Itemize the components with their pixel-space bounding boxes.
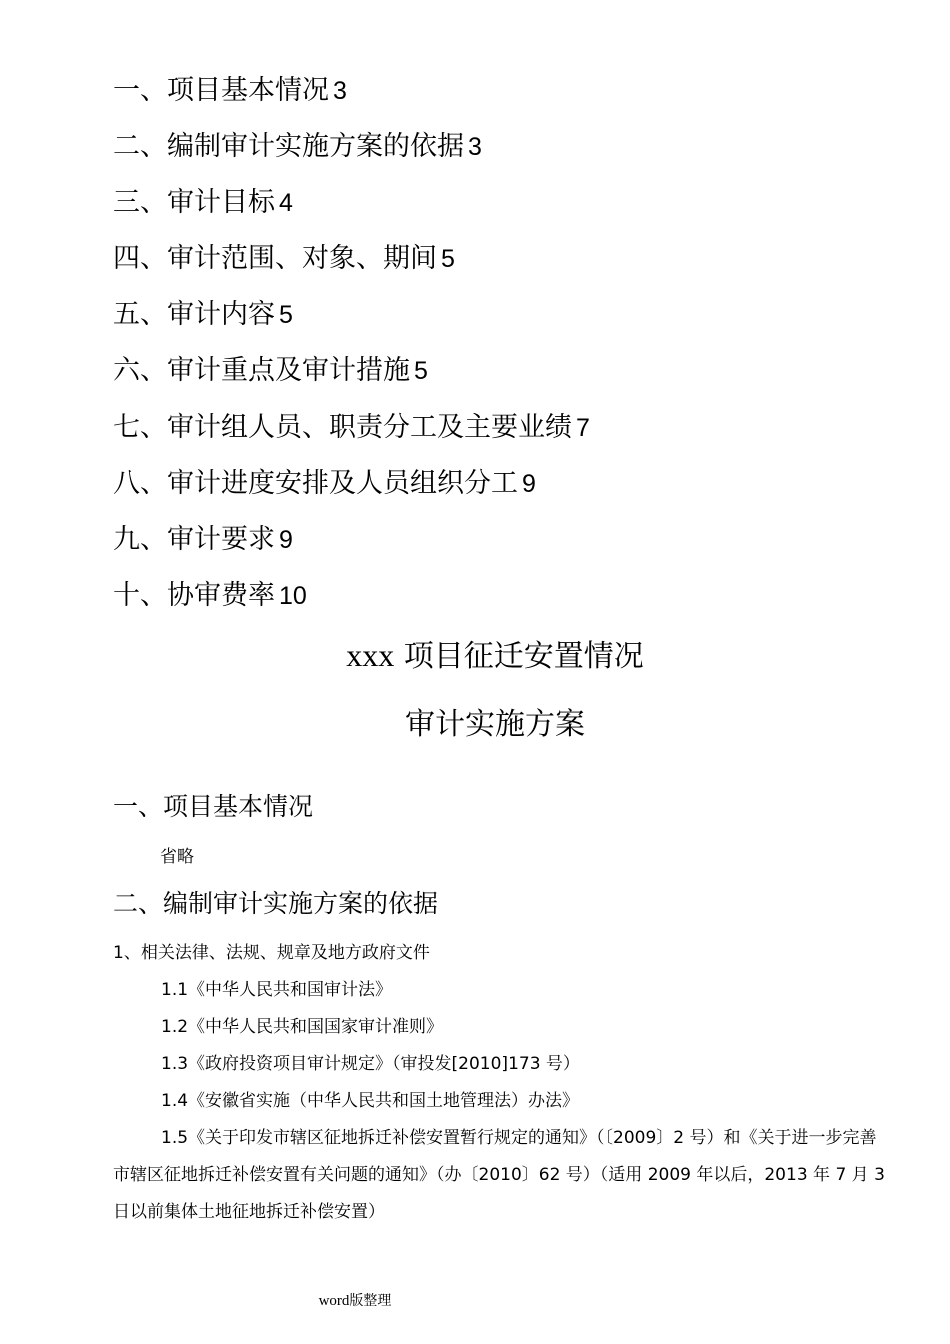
- toc-item: [113, 411, 590, 445]
- toc-label: 九、审计要求: [113, 524, 275, 555]
- toc-item: [113, 523, 293, 557]
- toc-page-number: 9: [279, 526, 293, 554]
- document-title-line1: [0, 636, 950, 676]
- list-item: 1.4《安徽省实施（中华人民共和国土地管理法）办法》: [161, 1091, 580, 1111]
- footer-text: 版整理: [349, 1293, 392, 1309]
- toc-item: [113, 354, 428, 388]
- subsection-heading: 1、相关法律、法规、规章及地方政府文件: [113, 943, 430, 963]
- toc-page-number: 9: [522, 470, 536, 498]
- toc-item: [113, 467, 536, 501]
- toc-page-number: 3: [333, 77, 347, 105]
- toc-item: [113, 186, 293, 220]
- footer-latin: word: [318, 1293, 350, 1309]
- toc-page-number: 5: [441, 245, 455, 273]
- toc-label: 七、审计组人员、职责分工及主要业绩: [113, 412, 572, 443]
- toc-item: [113, 579, 307, 613]
- title-rest: 项目征迁安置情况: [403, 639, 644, 674]
- page-footer: [0, 1292, 710, 1310]
- section-1-body: 省略: [160, 847, 194, 867]
- document-title-line2: 审计实施方案: [405, 707, 585, 742]
- toc-page-number: 7: [576, 414, 590, 442]
- toc-item: [113, 74, 347, 108]
- toc-page-number: 4: [279, 189, 293, 217]
- toc-label: 八、审计进度安排及人员组织分工: [113, 468, 518, 499]
- list-item: 1.1《中华人民共和国审计法》: [161, 980, 393, 1000]
- section-heading-2: 二、编制审计实施方案的依据: [113, 889, 439, 918]
- toc-label: 五、审计内容: [113, 299, 275, 330]
- toc-label: 二、编制审计实施方案的依据: [113, 131, 464, 162]
- toc-label: 一、项目基本情况: [113, 75, 329, 106]
- title-prefix: xxx: [346, 637, 395, 673]
- toc-page-number: 10: [279, 582, 307, 610]
- toc-label: 四、审计范围、对象、期间: [113, 243, 437, 274]
- toc-label: 六、审计重点及审计措施: [113, 355, 410, 386]
- toc-label: 三、审计目标: [113, 187, 275, 218]
- list-item: 1.3《政府投资项目审计规定》（审投发[2010]173 号）: [161, 1054, 580, 1074]
- toc-page-number: 3: [468, 133, 482, 161]
- toc-label: 十、协审费率: [113, 580, 275, 611]
- toc-item: [113, 298, 293, 332]
- list-item-paragraph: 1.5《关于印发市辖区征地拆迁补偿安置暂行规定的通知》（〔2009〕2 号）和《关于进一步完善市辖区征地拆迁补偿安置有关问题的通知》（办〔2010〕62 号）（适用 2009 年以后，2013 年 7 月 3 日以前集体土地征地拆迁补偿安置）: [113, 1128, 885, 1222]
- list-item: 1.2《中华人民共和国国家审计准则》: [161, 1017, 444, 1037]
- toc-page-number: 5: [414, 357, 428, 385]
- toc-page-number: 5: [279, 301, 293, 329]
- toc-item: [113, 242, 455, 276]
- section-heading-1: 一、项目基本情况: [113, 792, 314, 821]
- toc-item: [113, 130, 482, 164]
